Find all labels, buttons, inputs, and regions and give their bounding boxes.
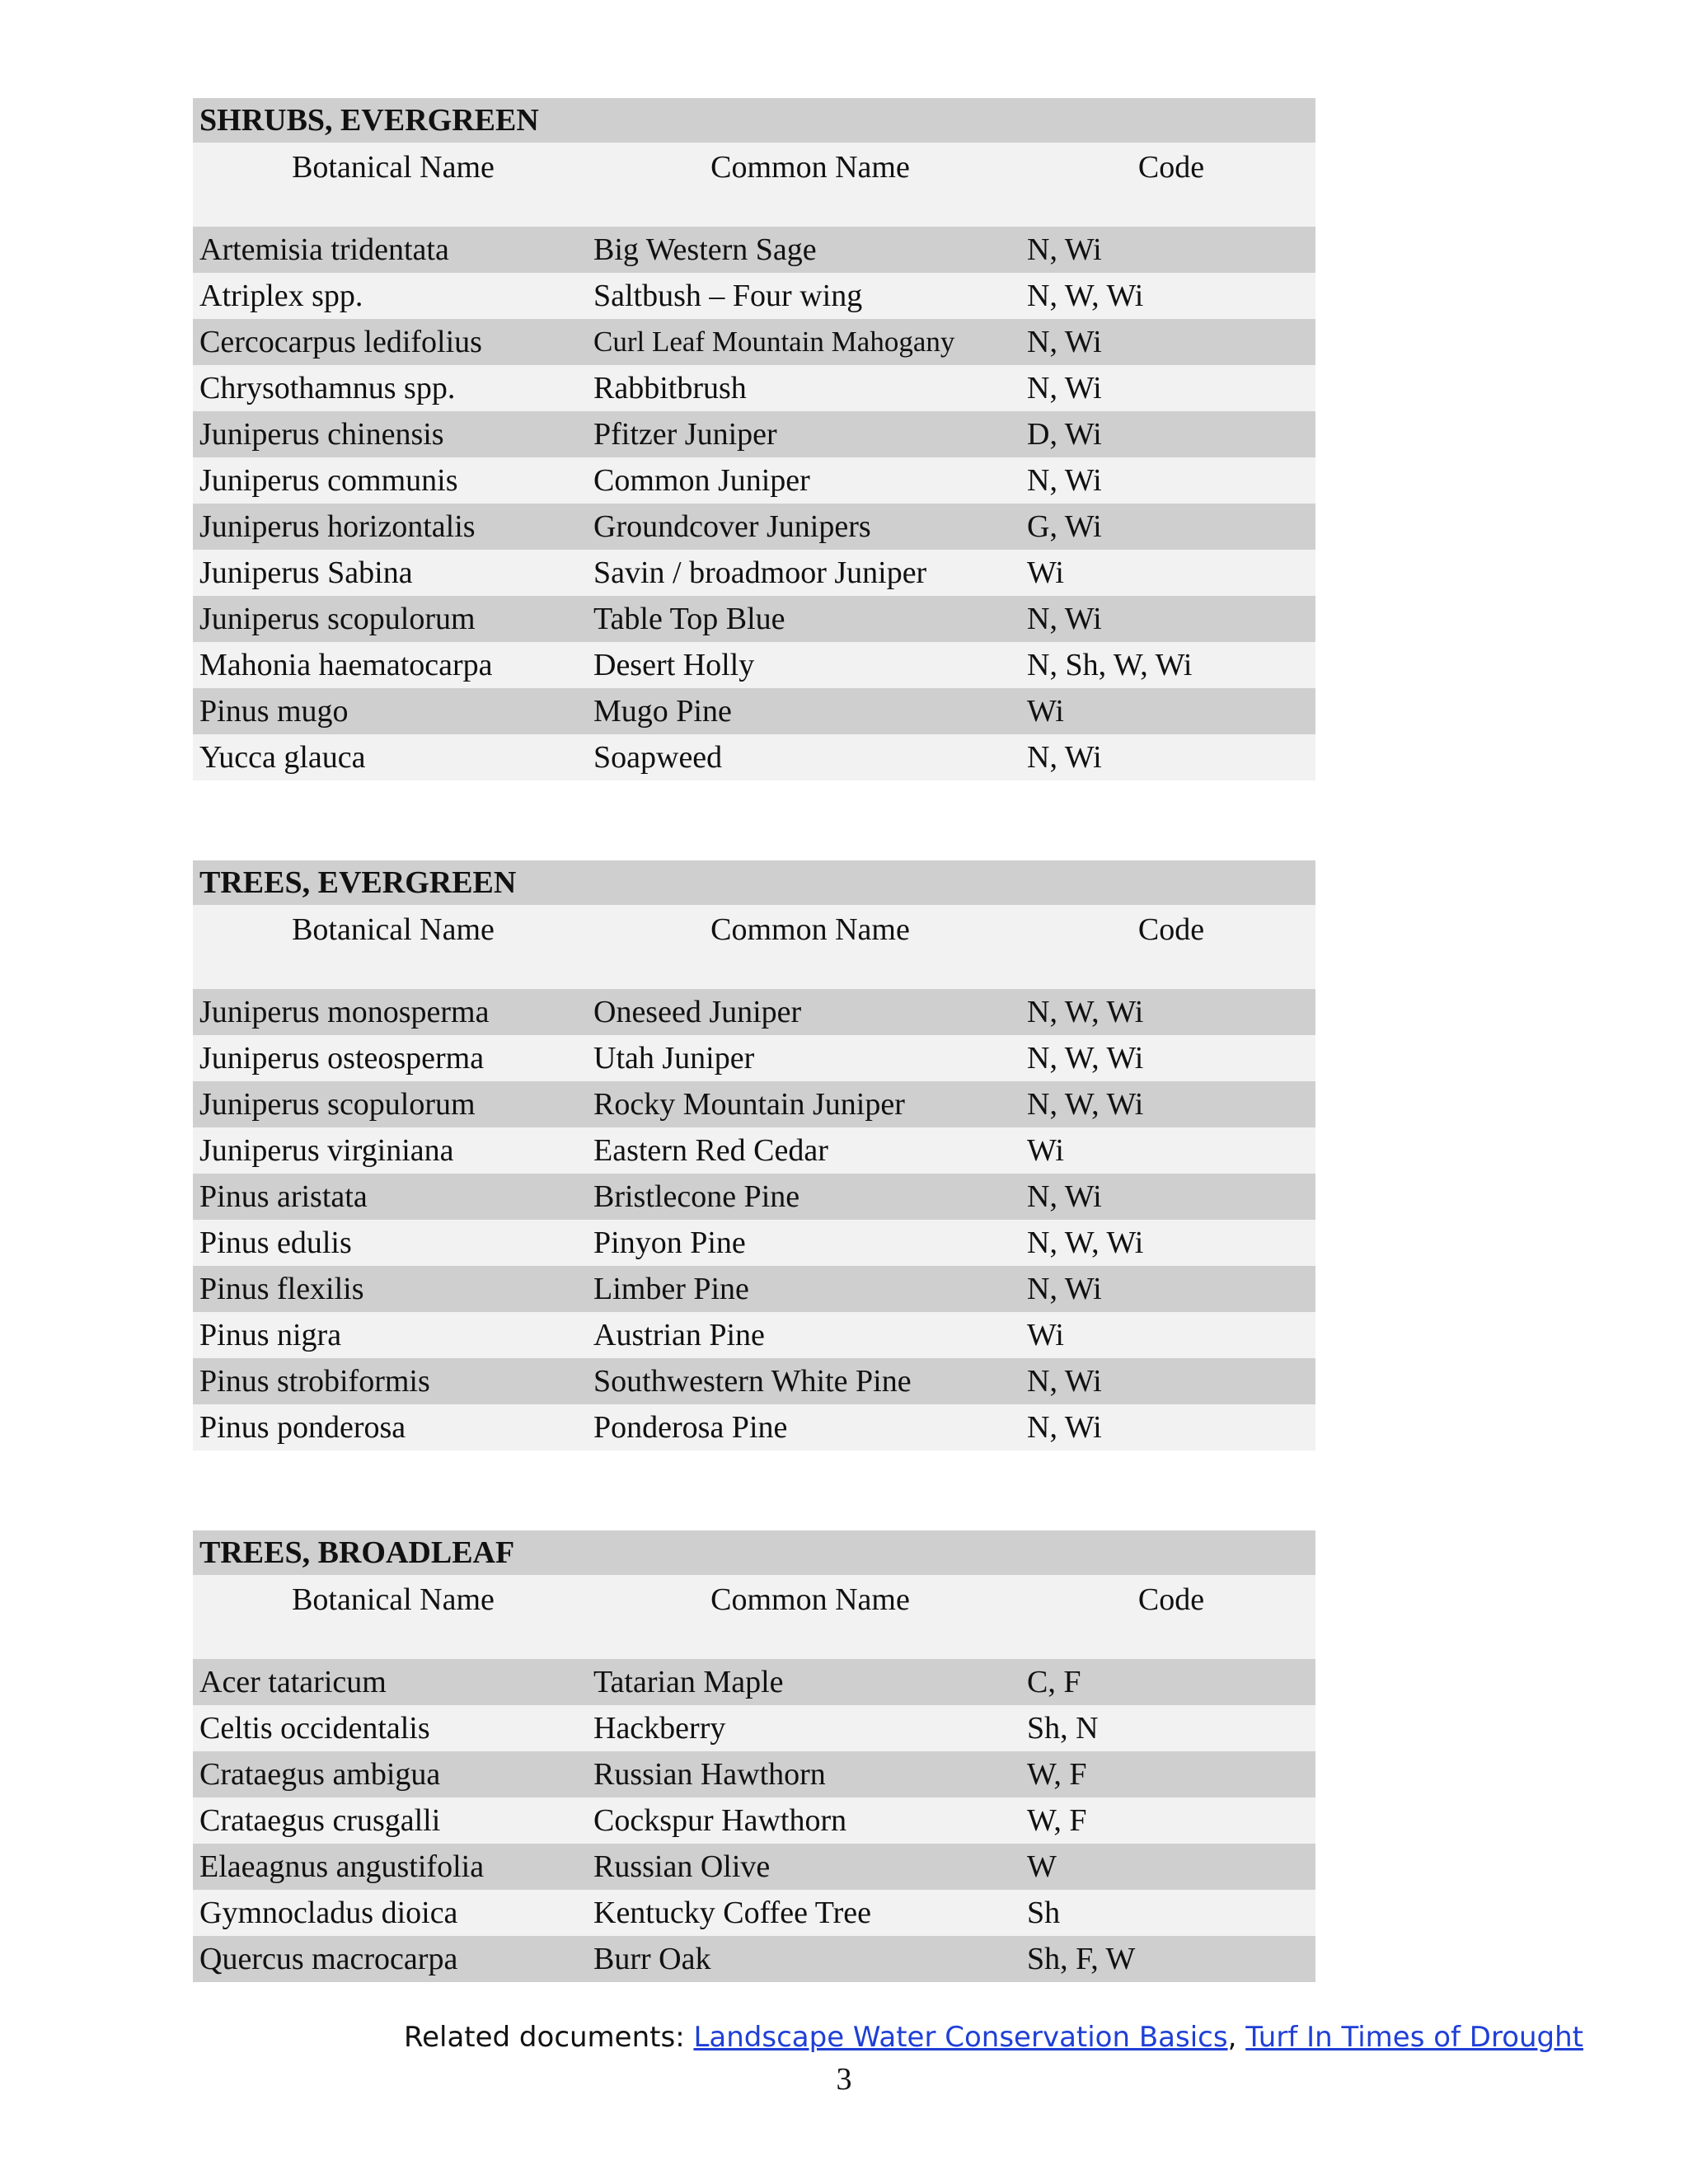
common-name-cell: Desert Holly [593, 648, 755, 682]
botanical-name-cell: Pinus strobiformis [199, 1364, 430, 1399]
column-header-common: Common Name [710, 1582, 910, 1617]
code-cell: N, Wi [1027, 371, 1102, 405]
table-row [193, 411, 1315, 457]
table-row [193, 1266, 1315, 1312]
column-header-common: Common Name [710, 150, 910, 185]
column-header-row [193, 1575, 1315, 1659]
common-name-cell: Austrian Pine [593, 1318, 765, 1352]
botanical-name-cell: Juniperus virginiana [199, 1133, 454, 1168]
table-row [193, 1890, 1315, 1936]
common-name-cell: Common Juniper [593, 463, 810, 498]
botanical-name-cell: Acer tataricum [199, 1665, 387, 1699]
table-row [193, 1220, 1315, 1266]
code-cell: N, W, Wi [1027, 995, 1144, 1029]
botanical-name-cell: Pinus ponderosa [199, 1410, 406, 1445]
column-header-botanical: Botanical Name [292, 1582, 495, 1617]
table-row [193, 1127, 1315, 1174]
botanical-name-cell: Juniperus communis [199, 463, 458, 498]
common-name-cell: Rabbitbrush [593, 371, 747, 405]
related-documents-label: Related documents: [404, 2021, 694, 2054]
common-name-cell: Ponderosa Pine [593, 1410, 788, 1445]
common-name-cell: Pfitzer Juniper [593, 417, 777, 452]
code-cell: N, W, Wi [1027, 1041, 1144, 1076]
common-name-cell: Table Top Blue [593, 602, 785, 636]
column-header-botanical: Botanical Name [292, 912, 495, 947]
code-cell: N, Wi [1027, 602, 1102, 636]
botanical-name-cell: Juniperus osteosperma [199, 1041, 485, 1076]
table-shrubs-evergreen [193, 98, 1315, 780]
table-row [193, 1312, 1315, 1358]
table-row [193, 1844, 1315, 1890]
common-name-cell: Oneseed Juniper [593, 995, 802, 1029]
table-row [193, 319, 1315, 365]
botanical-name-cell: Crataegus crusgalli [199, 1803, 441, 1838]
common-name-cell: Utah Juniper [593, 1041, 755, 1076]
common-name-cell: Hackberry [593, 1711, 726, 1746]
section-title: TREES, EVERGREEN [193, 860, 1315, 905]
code-cell: N, Wi [1027, 232, 1102, 267]
section-title: TREES, BROADLEAF [193, 1530, 1315, 1575]
code-cell: C, F [1027, 1665, 1081, 1699]
column-header-common: Common Name [710, 912, 910, 947]
table-row [193, 1705, 1315, 1751]
botanical-name-cell: Juniperus monosperma [199, 995, 490, 1029]
common-name-cell: Kentucky Coffee Tree [593, 1896, 872, 1930]
table-row [193, 1081, 1315, 1127]
table-trees-evergreen [193, 860, 1315, 1451]
code-cell: Wi [1027, 555, 1064, 590]
code-cell: N, Wi [1027, 463, 1102, 498]
botanical-name-cell: Juniperus horizontalis [199, 509, 476, 544]
code-cell: Sh, F, W [1027, 1942, 1136, 1976]
common-name-cell: Rocky Mountain Juniper [593, 1087, 905, 1122]
table-row [193, 504, 1315, 550]
botanical-name-cell: Pinus nigra [199, 1318, 342, 1352]
code-cell: Wi [1027, 694, 1064, 729]
table-row [193, 227, 1315, 273]
column-header-code: Code [1137, 150, 1205, 185]
link-turf-in-times-of-drought[interactable]: Turf In Times of Drought [1245, 2021, 1584, 2054]
common-name-cell: Cockspur Hawthorn [593, 1803, 847, 1838]
botanical-name-cell: Pinus flexilis [199, 1272, 364, 1306]
column-header-row [193, 143, 1315, 227]
table-row [193, 1751, 1315, 1797]
table-row [193, 1404, 1315, 1451]
table-row [193, 1035, 1315, 1081]
column-header-row [193, 905, 1315, 989]
botanical-name-cell: Gymnocladus dioica [199, 1896, 458, 1930]
code-cell: W, F [1027, 1803, 1087, 1838]
botanical-name-cell: Juniperus chinensis [199, 417, 444, 452]
botanical-name-cell: Pinus aristata [199, 1179, 368, 1214]
code-cell: W [1027, 1849, 1057, 1884]
code-cell: Wi [1027, 1133, 1064, 1168]
botanical-name-cell: Pinus mugo [199, 694, 349, 729]
code-cell: D, Wi [1027, 417, 1102, 452]
code-cell: N, Wi [1027, 1410, 1102, 1445]
botanical-name-cell: Artemisia tridentata [199, 232, 449, 267]
common-name-cell: Groundcover Junipers [593, 509, 871, 544]
common-name-cell: Eastern Red Cedar [593, 1133, 828, 1168]
common-name-cell: Pinyon Pine [593, 1226, 746, 1260]
common-name-cell: Tatarian Maple [593, 1665, 784, 1699]
code-cell: N, Wi [1027, 1179, 1102, 1214]
table-trees-broadleaf [193, 1530, 1315, 1982]
code-cell: N, Sh, W, Wi [1027, 648, 1193, 682]
common-name-cell: Mugo Pine [593, 694, 732, 729]
code-cell: Sh, N [1027, 1711, 1099, 1746]
table-row [193, 457, 1315, 504]
common-name-cell: Burr Oak [593, 1942, 711, 1976]
code-cell: Wi [1027, 1318, 1064, 1352]
botanical-name-cell: Juniperus Sabina [199, 555, 413, 590]
column-header-code: Code [1137, 1582, 1205, 1617]
common-name-cell: Soapweed [593, 740, 723, 775]
column-header-code: Code [1137, 912, 1205, 947]
code-cell: N, W, Wi [1027, 1226, 1144, 1260]
code-cell: N, Wi [1027, 1272, 1102, 1306]
botanical-name-cell: Elaeagnus angustifolia [199, 1849, 485, 1884]
code-cell: N, W, Wi [1027, 1087, 1144, 1122]
botanical-name-cell: Mahonia haematocarpa [199, 648, 493, 682]
botanical-name-cell: Chrysothamnus spp. [199, 371, 456, 405]
code-cell: N, Wi [1027, 325, 1102, 359]
common-name-cell: Big Western Sage [593, 232, 817, 267]
code-cell: G, Wi [1027, 509, 1102, 544]
common-name-cell: Russian Olive [593, 1849, 771, 1884]
table-row [193, 596, 1315, 642]
botanical-name-cell: Pinus edulis [199, 1226, 352, 1260]
table-row [193, 273, 1315, 319]
link-landscape-water-conservation-basics[interactable]: Landscape Water Conservation Basics [693, 2021, 1228, 2054]
botanical-name-cell: Juniperus scopulorum [199, 602, 476, 636]
code-cell: N, Wi [1027, 1364, 1102, 1399]
common-name-cell: Saltbush – Four wing [593, 279, 863, 313]
botanical-name-cell: Yucca glauca [199, 740, 366, 775]
common-name-cell: Russian Hawthorn [593, 1757, 826, 1792]
common-name-cell: Bristlecone Pine [593, 1179, 800, 1214]
botanical-name-cell: Cercocarpus ledifolius [199, 325, 482, 359]
common-name-cell: Southwestern White Pine [593, 1364, 912, 1399]
code-cell: N, Wi [1027, 740, 1102, 775]
botanical-name-cell: Juniperus scopulorum [199, 1087, 476, 1122]
page-number: 3 [836, 2062, 852, 2097]
table-row [193, 1358, 1315, 1404]
column-header-botanical: Botanical Name [292, 150, 495, 185]
table-row [193, 1174, 1315, 1220]
common-name-cell: Curl Leaf Mountain Mahogany [593, 326, 955, 358]
botanical-name-cell: Quercus macrocarpa [199, 1942, 458, 1976]
table-row [193, 550, 1315, 596]
table-row [193, 734, 1315, 780]
table-row [193, 688, 1315, 734]
botanical-name-cell: Crataegus ambigua [199, 1757, 441, 1792]
table-row [193, 1797, 1315, 1844]
table-row [193, 989, 1315, 1035]
common-name-cell: Savin / broadmoor Juniper [593, 555, 927, 590]
botanical-name-cell: Celtis occidentalis [199, 1711, 430, 1746]
section-title: SHRUBS, EVERGREEN [193, 98, 1315, 143]
code-cell: Sh [1027, 1896, 1061, 1930]
table-row [193, 642, 1315, 688]
link-separator: , [1227, 2021, 1246, 2054]
table-row [193, 365, 1315, 411]
botanical-name-cell: Atriplex spp. [199, 279, 363, 313]
common-name-cell: Limber Pine [593, 1272, 749, 1306]
code-cell: N, W, Wi [1027, 279, 1144, 313]
table-row [193, 1936, 1315, 1982]
table-row [193, 1659, 1315, 1705]
code-cell: W, F [1027, 1757, 1087, 1792]
related-documents [404, 2018, 1583, 2057]
